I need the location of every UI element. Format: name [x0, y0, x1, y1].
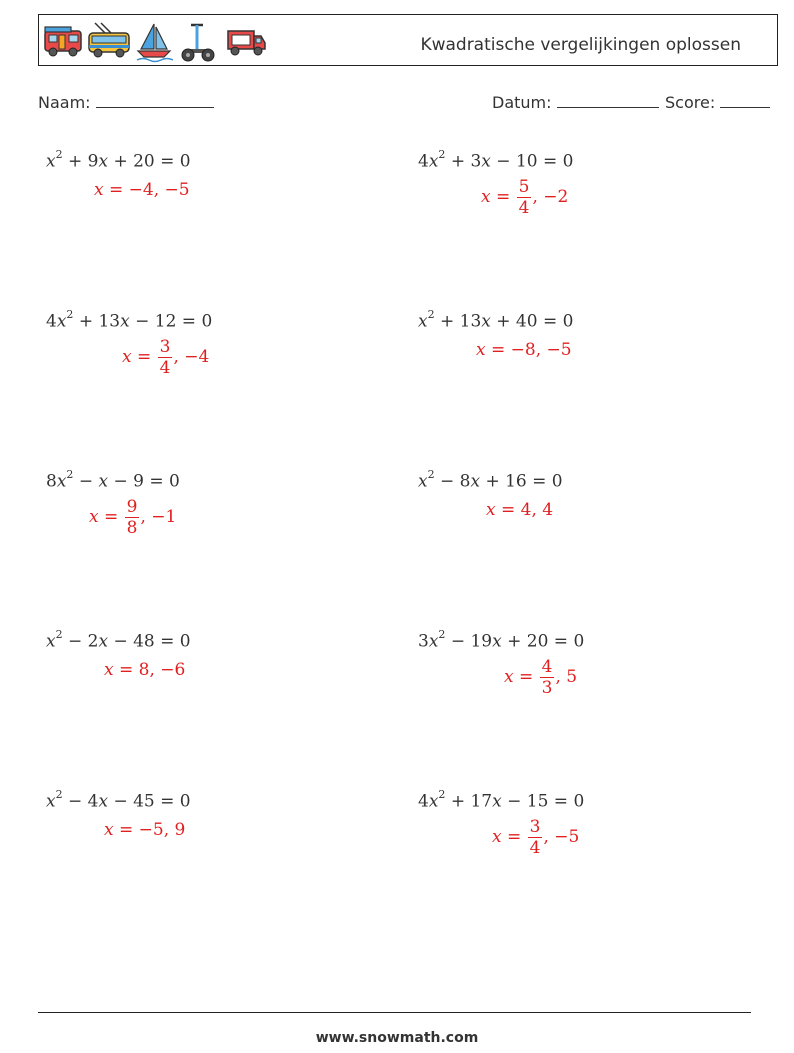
- problem-5: $8x^2 - x - 9 = 0$: [46, 468, 180, 492]
- answer-text: x = 4, 4: [486, 500, 554, 520]
- fraction-numerator: 5: [518, 177, 530, 197]
- problem-rest: − 2x − 48 = 0: [68, 631, 191, 652]
- answer-prefix: x =: [481, 187, 516, 207]
- problem-rest: + 9x + 20 = 0: [68, 151, 191, 172]
- answer-prefix: x =: [89, 507, 124, 527]
- answer-5: [89, 497, 176, 538]
- truck-icon: [225, 21, 267, 63]
- answer-suffix: , 5: [555, 667, 578, 687]
- answer-fraction: [540, 657, 555, 698]
- score-label: Score:: [665, 93, 716, 112]
- problem-2: $4x^2 + 3x - 10 = 0$: [418, 148, 574, 172]
- problem-10: $4x^2 + 17x - 15 = 0$: [418, 788, 585, 812]
- score-line[interactable]: [720, 93, 770, 108]
- problem-rest: − x − 9 = 0: [78, 471, 180, 492]
- answer-7: [104, 660, 185, 680]
- answer-fraction: [158, 337, 173, 378]
- problem-rest: + 3x − 10 = 0: [450, 151, 574, 172]
- answer-1: [94, 180, 190, 200]
- date-label: Datum:: [492, 93, 552, 112]
- problem-6: $x^2 - 8x + 16 = 0$: [418, 468, 563, 492]
- answer-fraction: [517, 177, 532, 218]
- answer-text: x = −5, 9: [104, 820, 186, 840]
- fraction-denominator: 3: [541, 678, 553, 698]
- footer-divider: [38, 1012, 751, 1013]
- answer-text: x = −4, −5: [94, 180, 190, 200]
- problem-7: $x^2 - 2x - 48 = 0$: [46, 628, 191, 652]
- answer-fraction: [125, 497, 140, 538]
- footer-url[interactable]: www.snowmath.com: [315, 1030, 479, 1046]
- answer-fraction: [528, 817, 543, 858]
- problem-8: $3x^2 - 19x + 20 = 0$: [418, 628, 585, 652]
- answer-text: x = −8, −5: [476, 340, 572, 360]
- fraction-denominator: 4: [529, 838, 541, 858]
- fraction-numerator: 9: [126, 497, 138, 517]
- answer-prefix: x =: [492, 827, 527, 847]
- problem-rest: + 13x + 40 = 0: [440, 311, 574, 332]
- date-field: [492, 93, 659, 112]
- answer-prefix: x =: [122, 347, 157, 367]
- problem-rest: + 17x − 15 = 0: [450, 791, 585, 812]
- name-field: [38, 93, 214, 112]
- name-label: Naam:: [38, 93, 91, 112]
- answer-suffix: , −2: [532, 187, 569, 207]
- fraction-denominator: 8: [126, 518, 138, 538]
- problem-rest: − 19x + 20 = 0: [450, 631, 585, 652]
- problem-9: $x^2 - 4x - 45 = 0$: [46, 788, 191, 812]
- sailboat-icon: [135, 21, 173, 63]
- problem-4: $x^2 + 13x + 40 = 0$: [418, 308, 574, 332]
- answer-3: [122, 337, 209, 378]
- fraction-numerator: 3: [529, 817, 541, 837]
- date-line[interactable]: [557, 93, 659, 108]
- fraction-denominator: 4: [518, 198, 530, 218]
- answer-4: [476, 340, 572, 360]
- problem-coef: 4: [418, 151, 429, 172]
- problem-1: $x^2 + 9x + 20 = 0$: [46, 148, 191, 172]
- score-field: [665, 93, 770, 112]
- name-line[interactable]: [96, 93, 214, 108]
- header-box: [38, 14, 778, 66]
- answer-suffix: , −1: [140, 507, 177, 527]
- segway-icon: [181, 21, 217, 63]
- worksheet-title: Kwadratische vergelijkingen oplossen: [420, 35, 741, 55]
- problem-coef: 8: [46, 471, 57, 492]
- fraction-numerator: 3: [159, 337, 171, 357]
- problem-rest: + 13x − 12 = 0: [78, 311, 213, 332]
- answer-suffix: , −5: [543, 827, 580, 847]
- answer-9: [104, 820, 185, 840]
- fraction-denominator: 4: [159, 358, 171, 378]
- problem-rest: − 8x + 16 = 0: [440, 471, 563, 492]
- problem-coef: 4: [418, 791, 429, 812]
- problem-coef: 3: [418, 631, 429, 652]
- answer-8: [504, 657, 577, 698]
- answer-text: x = 8, −6: [104, 660, 186, 680]
- problem-rest: − 4x − 45 = 0: [68, 791, 191, 812]
- answer-prefix: x =: [504, 667, 539, 687]
- answer-6: [486, 500, 553, 520]
- answer-2: [481, 177, 568, 218]
- trolleybus-icon: [87, 21, 131, 63]
- camper-van-icon: [43, 21, 85, 63]
- fraction-numerator: 4: [541, 657, 553, 677]
- answer-10: [492, 817, 579, 858]
- problem-3: $4x^2 + 13x - 12 = 0$: [46, 308, 213, 332]
- problem-coef: 4: [46, 311, 57, 332]
- answer-suffix: , −4: [173, 347, 210, 367]
